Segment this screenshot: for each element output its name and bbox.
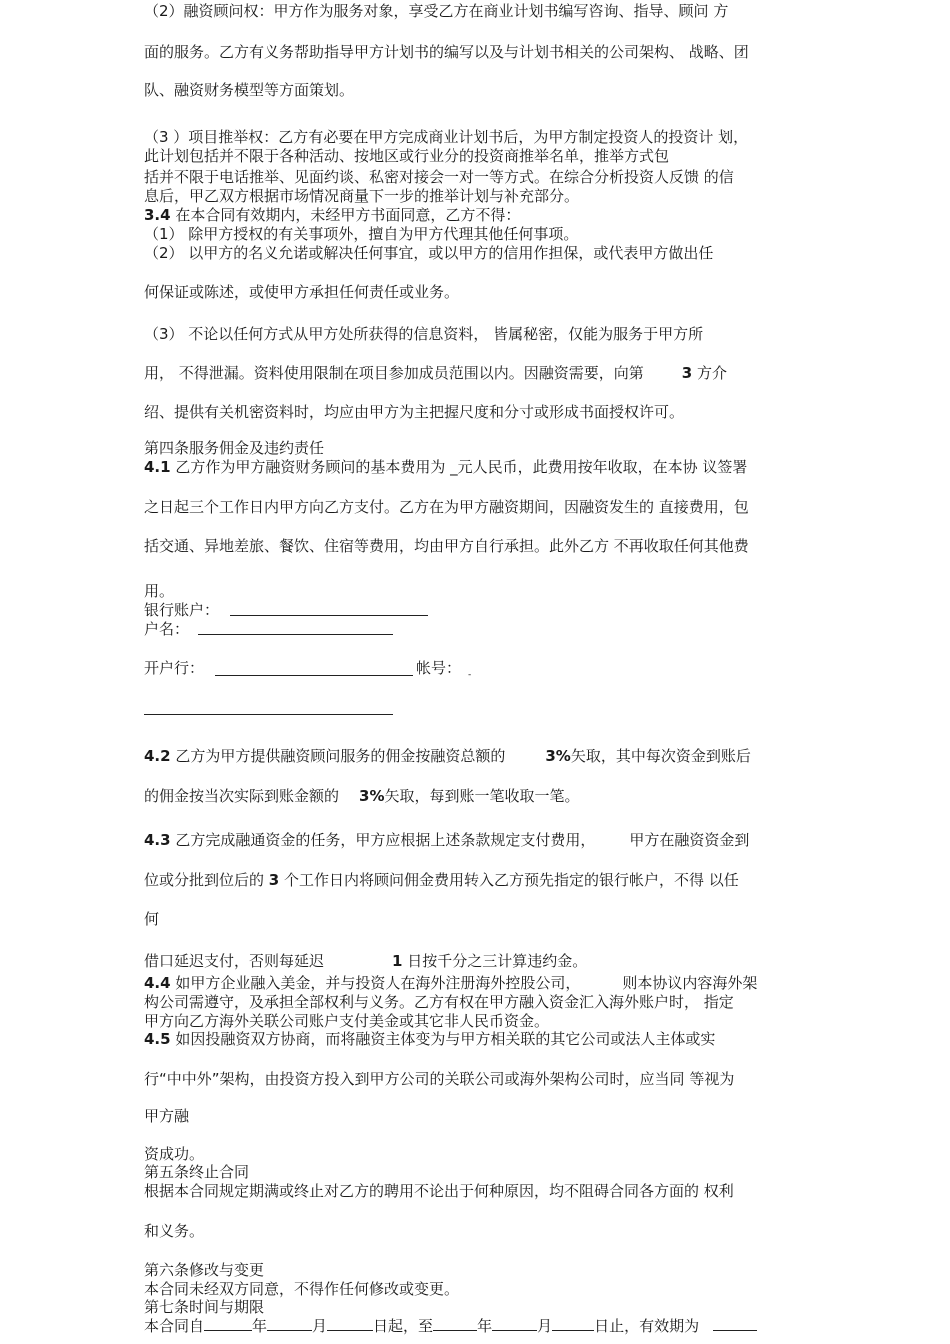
section-heading: 第七条时间与期限 [144, 1298, 265, 1316]
text-line: 和义务。 [144, 1222, 205, 1240]
text-line: 面的服务。乙方有义务帮助指导甲方计划书的编写以及与计划书相关的公司架构、 战略、团 [144, 43, 749, 61]
text-line: 借口延迟支付，否则每延迟 1 日按千分之三计算违约金。 [144, 952, 588, 970]
text-line: 甲方向乙方海外关联公司账户支付美金或其它非人民币资金。 [144, 1012, 550, 1030]
bank-branch-field[interactable] [215, 675, 413, 676]
account-name-field[interactable] [198, 634, 393, 635]
text-line: 绍、提供有关机密资料时，均应由甲方为主把握尺度和分寸或形成书面授权许可。 [144, 403, 685, 421]
clause-4-1: 4.1 乙方作为甲方融资财务顾问的基本费用为 _元人民币，此费用按年收取，在本协 议签署 [144, 458, 748, 476]
text-line: 括交通、异地差旅、餐饮、住宿等费用，均由甲方自行承担。此外乙方 不再收取任何其他费 [144, 537, 749, 555]
account-number-label: 帐号： [416, 659, 462, 677]
text-line: （2） 以甲方的名义允诺或解决任何事宜，或以甲方的信用作担保，或代表甲方做出任 [144, 244, 714, 262]
text-line: 此计划包括并不限于各种活动、按地区或行业分的投资商推举名单，推举方式包 [144, 147, 670, 165]
start-month-field[interactable] [267, 1316, 312, 1331]
end-year-field[interactable] [433, 1316, 477, 1331]
text-line: 之日起三个工作日内甲方向乙方支付。乙方在为甲方融资期间，因融资发生的 直接费用，包 [144, 498, 749, 516]
text-line: 何 [144, 910, 160, 928]
clause-number: 3.4 [144, 206, 171, 224]
text-line: 队、融资财务模型等方面策划。 [144, 81, 355, 99]
clause-4-5: 4.5 如因投融资双方协商，而将融资主体变为与甲方相关联的其它公司或法人主体或实 [144, 1030, 716, 1048]
start-year-field[interactable] [204, 1316, 252, 1331]
text-line: 用， 不得泄漏。资料使用限制在项目参加成员范围以内。因融资需要，向第 3 方介 [144, 364, 727, 382]
account-name-label: 户名： [144, 620, 190, 638]
end-month-field[interactable] [492, 1316, 537, 1331]
section-heading: 第六条修改与变更 [144, 1261, 265, 1279]
end-day-field[interactable] [552, 1316, 594, 1331]
bank-branch-label: 开户行： [144, 659, 205, 677]
dash-mark: - [468, 670, 472, 680]
text-line: （3 ）项目推举权：乙方有必要在甲方完成商业计划书后，为甲方制定投资人的投资计 划， [144, 128, 749, 146]
validity-field[interactable] [713, 1316, 757, 1331]
bank-account-field[interactable] [230, 615, 428, 616]
text-line: 本合同未经双方同意，不得作任何修改或变更。 [144, 1280, 460, 1298]
clause-4-2: 4.2 乙方为甲方提供融资顾问服务的佣金按融资总额的 3%矢取，其中每次资金到账后 [144, 747, 751, 765]
start-day-field[interactable] [327, 1316, 373, 1331]
text-line: 用。 [144, 582, 175, 600]
bank-account-label: 银行账户： [144, 601, 220, 619]
text-line: 息后，甲乙双方根据市场情况商量下一步的推举计划与补充部分。 [144, 187, 580, 205]
text-line: 何保证或陈述，或使甲方承担任何责任或业务。 [144, 283, 460, 301]
section-heading: 第四条服务佣金及违约责任 [144, 439, 325, 457]
text-line: 位或分批到位后的 3 个工作日内将顾问佣金费用转入乙方预先指定的银行帐户，不得 以任 [144, 871, 739, 889]
clause-3-4: 3.4 在本合同有效期内，未经甲方书面同意，乙方不得： [144, 206, 521, 224]
section-heading: 第五条终止合同 [144, 1163, 250, 1181]
text-line: 根据本合同规定期满或终止对乙方的聘用不论出于何种原因，均不阻碍合同各方面的 权利 [144, 1182, 734, 1200]
text-line: （3） 不论以任何方式从甲方处所获得的信息资料， 皆属秘密，仅能为服务于甲方所 [144, 325, 704, 343]
term-line: 本合同自 年 月 日起，至 年 月 日止，有效期为 [144, 1316, 757, 1335]
text-line: 的佣金按当次实际到账金额的 3%矢取，每到账一笔收取一笔。 [144, 787, 580, 805]
account-number-field[interactable] [144, 714, 393, 715]
clause-4-4: 4.4 如甲方企业融入美金，并与投资人在海外注册海外控股公司， 则本协议内容海外架 [144, 974, 758, 992]
clause-4-3: 4.3 乙方完成融通资金的任务，甲方应根据上述条款规定支付费用， 甲方在融资资金到 [144, 831, 750, 849]
text-line: 资成功。 [144, 1145, 205, 1163]
text-line: 甲方融 [144, 1107, 190, 1125]
text-line: 括并不限于电话推举、见面约谈、私密对接会一对一等方式。在综合分析投资人反馈 的信 [144, 168, 734, 186]
text-line: （2）融资顾问权：甲方作为服务对象，享受乙方在商业计划书编写咨询、指导、顾问 方 [144, 2, 729, 20]
text-line: 构公司需遵守，及承担全部权利与义务。乙方有权在甲方融入资金汇入海外账户时， 指定 [144, 993, 734, 1011]
text-line: 行“中中外”架构，由投资方投入到甲方公司的关联公司或海外架构公司时，应当同 等视为 [144, 1070, 735, 1088]
text-line: （1） 除甲方授权的有关事项外，擅自为甲方代理其他任何事项。 [144, 225, 579, 243]
